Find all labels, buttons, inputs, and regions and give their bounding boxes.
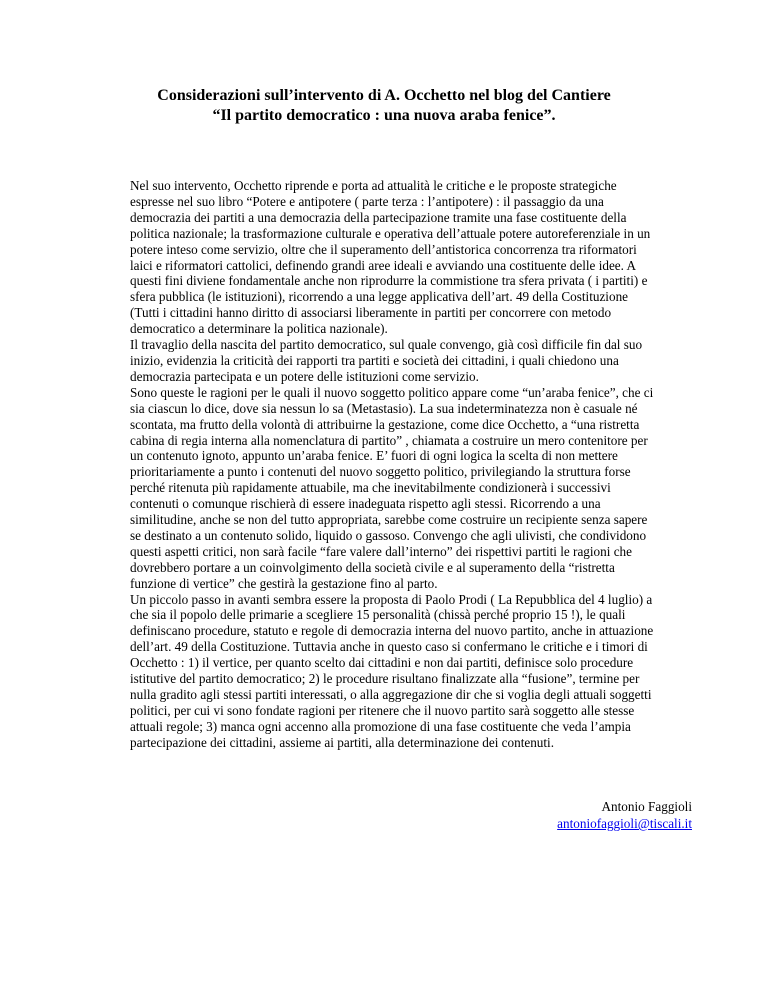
body-text-line: laici e riformatori cattolici, definendo grandi aree ideali e avviando una costituente delle idee. A — [130, 257, 637, 273]
body-text-line: un contenuto ignoto, appunto un’araba fenice. E’ fuori di ogni logica la scelta di non mettere — [130, 448, 618, 464]
body-text-line: questi fini diviene fondamentale anche non riprodurre la commistione tra sfera privata ( i partiti) e — [130, 273, 648, 289]
body-text-line: istitutive del partito democratico; 2) le procedure risultano finalizzate alla “fusione”, termine per — [130, 671, 640, 687]
body-text-line: attuali regole; 3) manca ogni accenno alla promozione di una fase costituente che veda l’ampia — [130, 718, 631, 734]
title-line-2: “Il partito democratico : una nuova araba fenice”. — [212, 107, 556, 124]
document-body — [130, 178, 704, 751]
body-text-line: cabina di regia interna alla nomenclatura di partito” , chiamata a costruire un mero contenitore per — [130, 432, 648, 448]
body-text-line: partecipazione dei cittadini, assieme ai partiti, alla determinazione dei contenuti. — [130, 734, 555, 750]
body-text-line: espresse nel suo libro “Potere e antipotere ( parte terza : l’antipotere) : il passaggio da una — [130, 193, 604, 209]
author-email-link[interactable]: antoniofaggioli@tiscali.it — [557, 816, 692, 831]
body-text-line: se destinato a un contenuto solido, liquido o gassoso. Convengo che agli ulivisti, che condividono — [130, 527, 647, 543]
body-text-line: Un piccolo passo in avanti sembra essere la proposta di Paolo Prodi ( La Repubblica del 4 luglio) a — [130, 591, 653, 607]
body-text-line: nulla gradito agli stessi partiti interessati, o alla aggregazione dir che si voglia degli attuali soggetti — [130, 687, 652, 702]
body-text-line: democrazia dei partiti a una democrazia della partecipazione tramite una fase costituente della — [130, 209, 627, 225]
body-text-line: scontata, ma frutto della volontà di attribuirne la gestazione, come dice Occhetto, a “una ristretta — [130, 416, 640, 432]
body-text-line: democrazia partecipata e un potere delle istituzioni come servizio. — [130, 368, 479, 384]
body-text-line: Sono queste le ragioni per le quali il nuovo soggetto politico appare come “un’araba fenice”, che ci — [130, 384, 654, 400]
body-text-line: politici, per cui vi sono fondate ragioni per ritenere che il nuovo partito sarà soggetto alle stesse — [130, 702, 635, 718]
body-text-line: funzione di vertice” che gestirà la gestazione fino al parto. — [130, 575, 438, 591]
body-text-line: Nel suo intervento, Occhetto riprende e porta ad attualità le critiche e le proposte strategiche — [130, 178, 617, 193]
title-line-1: Considerazioni sull’intervento di A. Occhetto nel blog del Cantiere — [157, 87, 611, 104]
body-text-line: democratico a determinare la politica nazionale). — [130, 321, 388, 337]
body-text-line: prioritariamente a punto i contenuti del nuovo soggetto politico, privilegiando la struttura forse — [130, 464, 631, 480]
body-text-line: che sia il popolo delle primarie a scegliere 15 personalità (chissà perché proprio 15 !), le quali — [130, 607, 626, 623]
body-text-line: sfera pubblica (le istituzioni), ricorrendo a una legge applicativa dell’art. 49 della Costituzione — [130, 289, 629, 305]
author-name: Antonio Faggioli — [601, 799, 692, 814]
body-text-line: contenuti o comunque rischierà di essere inadeguata rispetto agli stessi. Ricorrendo a una — [130, 496, 601, 512]
body-text-line: questi aspetti critici, non sarà facile “fare valere dall’interno” dei rispettivi partiti le ragioni che — [130, 543, 633, 559]
body-text-line: politica nazionale; la trasformazione culturale e operativa dell’attuale potere autoreferenziale in un — [130, 225, 651, 241]
body-text-line: Occhetto : 1) il vertice, per quanto scelto dai cittadini e non dai partiti, definisce solo procedure — [130, 655, 634, 671]
body-text-line: similitudine, anche se non del tutto appropriata, sarebbe come costruire un recipiente senza sapere — [130, 512, 648, 528]
body-text-line: dovrebbero portare a un coinvolgimento della società civile e al superamento della “ristretta — [130, 559, 615, 575]
body-text-line: Il travaglio della nascita del partito democratico, sul quale convengo, già così difficile fin dal suo — [130, 337, 643, 353]
document-title — [0, 86, 768, 126]
body-text-line: perché ritenuta più rapidamente attuabile, ma che inevitabilmente condizionerà i successivi — [130, 480, 611, 496]
body-text-line: potere inteso come servizio, oltre che il superamento dell’antistorica concorrenza tra riformatori — [130, 241, 637, 257]
body-text-line: definiscano procedure, statuto e regole di democrazia interna del nuovo partito, anche in attuazione — [130, 623, 654, 639]
body-text-line: dell’art. 49 della Costituzione. Tuttavia anche in questo caso si confermano le critiche e i timori di — [130, 639, 648, 655]
body-text-line: sia ciascun lo dice, dove sia nessun lo sa (Metastasio). La sua indeterminatezza non è casuale né — [130, 400, 638, 416]
body-text-line: (Tutti i cittadini hanno diritto di associarsi liberamente in partiti per concorrere con metodo — [130, 305, 612, 321]
body-text-line: inizio, evidenzia la criticità dei rapporti tra partiti e società dei cittadini, i quali chiedono una — [130, 352, 619, 368]
